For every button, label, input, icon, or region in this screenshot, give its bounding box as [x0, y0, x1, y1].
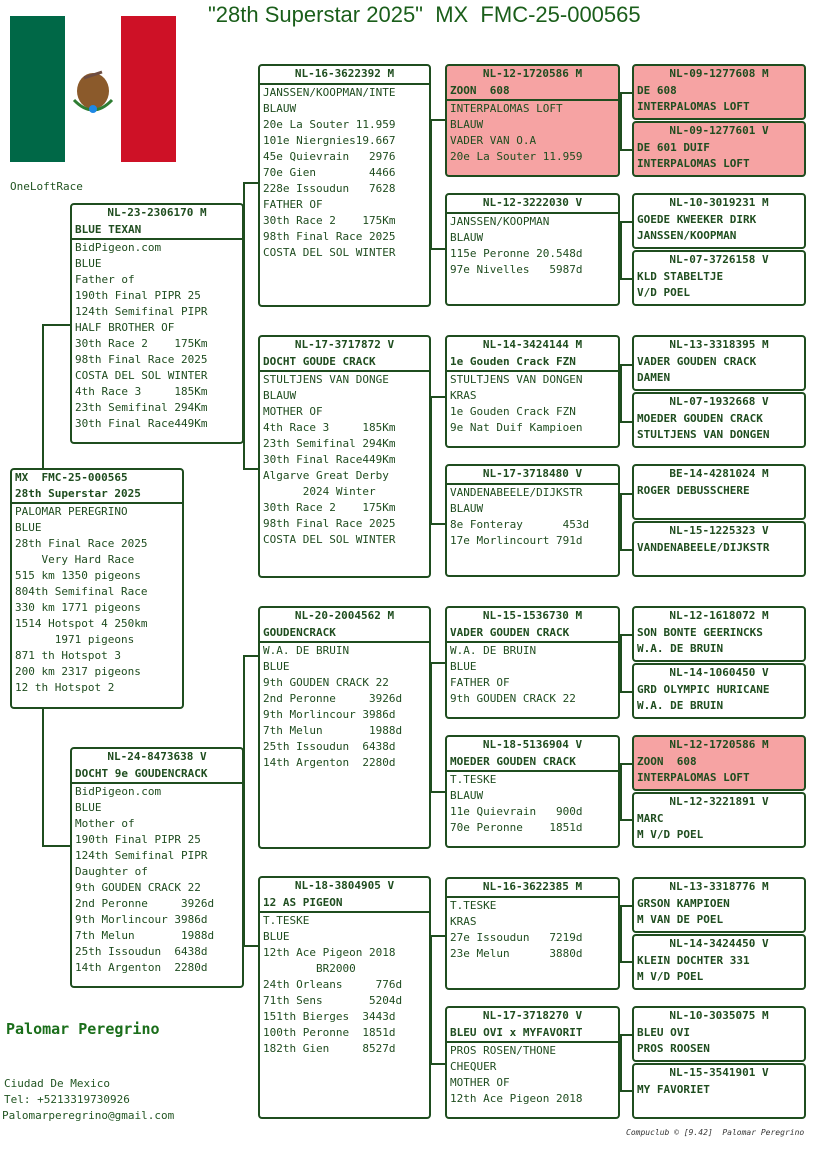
pigeon-info-line: GRSON KAMPIOEN — [637, 897, 730, 910]
pigeon-info-line: 98th Final Race 2025 — [263, 230, 396, 243]
pigeon-info-line: 14th Argenton 2280d — [75, 961, 208, 974]
pigeon-info-line: VADER VAN O.A — [450, 134, 537, 147]
pigeon-info-line: 14th Argenton 2280d — [263, 756, 396, 769]
pigeon-info-line: 23e Melun 3880d — [450, 947, 583, 960]
pigeon-ring: NL-12-1618072 M — [669, 609, 769, 622]
pigeon-info-line: 30th Final Race449Km — [263, 453, 396, 466]
pigeon-info-line: MARC — [637, 812, 664, 825]
pigeon-card-sire[interactable] — [70, 203, 244, 444]
pigeon-info-line: 30th Final Race449Km — [75, 417, 208, 430]
pigeon-info-line: 101e Niergnies19.667 — [263, 134, 396, 147]
pigeon-info-line: 9e Nat Duif Kampioen — [450, 421, 583, 434]
pigeon-info-line: T.TESKE — [263, 914, 310, 927]
pigeon-card-g4-8[interactable] — [632, 521, 806, 577]
pigeon-info-line: BLAUW — [450, 231, 484, 244]
pigeon-name: 28th Superstar 2025 — [12, 486, 182, 504]
pigeon-ring: NL-14-3424144 M — [482, 338, 583, 351]
pigeon-info-line: 28th Final Race 2025 — [15, 537, 148, 550]
pigeon-info-line: 151th Bierges 3443d — [263, 1010, 396, 1023]
pigeon-info-line: 7th Melun 1988d — [263, 724, 403, 737]
pigeon-card-sire-dam[interactable] — [258, 335, 431, 578]
pigeon-info-line: 11e Quievrain 900d — [450, 805, 583, 818]
pigeon-info-line: INTERPALOMAS LOFT — [450, 102, 563, 115]
pigeon-name: BLEU OVI x MYFAVORIT — [447, 1025, 618, 1043]
pigeon-info-line: 30th Race 2 175Km — [75, 337, 208, 350]
pigeon-info-line: BLAUW — [263, 102, 297, 115]
pigeon-card-g4-3[interactable] — [632, 193, 806, 249]
pigeon-info-line: BidPigeon.com — [75, 785, 162, 798]
pigeon-info-line: JANSSEN/KOOPMAN — [637, 229, 737, 242]
pigeon-card-g4-12[interactable] — [632, 792, 806, 848]
pigeon-ring: NL-24-8473638 V — [107, 750, 207, 763]
pigeon-card-g4-2[interactable] — [632, 121, 806, 177]
pigeon-card-g4-5[interactable] — [632, 335, 806, 391]
pigeon-info-line: SON BONTE GEERINCKS — [637, 626, 763, 639]
pigeon-info-line: M VAN DE POEL — [637, 913, 724, 926]
pigeon-info-line: MOEDER GOUDEN CRACK — [637, 412, 763, 425]
pigeon-card-dam-dam[interactable] — [258, 876, 431, 1119]
pigeon-info-line: 200 km 2317 pigeons — [15, 665, 141, 678]
pigeon-info-line: 124th Semifinal PIPR — [75, 305, 208, 318]
pigeon-info-line: CHEQUER — [450, 1060, 497, 1073]
pigeon-card-g4-1[interactable] — [632, 64, 806, 120]
pigeon-card-sss[interactable] — [445, 64, 620, 177]
pigeon-info-line: 25th Issoudun 6438d — [263, 740, 396, 753]
pigeon-info-line: BLUE — [75, 257, 102, 270]
pigeon-card-main[interactable] — [10, 468, 184, 709]
pigeon-info-line: FATHER OF — [450, 676, 510, 689]
pigeon-ring: NL-07-3726158 V — [669, 253, 769, 266]
pigeon-info-line: M V/D POEL — [637, 828, 704, 841]
pigeon-info-line: 4th Race 3 185Km — [75, 385, 208, 398]
pigeon-ring: NL-12-3222030 V — [482, 196, 583, 209]
pigeon-card-g4-4[interactable] — [632, 250, 806, 306]
pigeon-info-line: 25th Issoudun 6438d — [75, 945, 208, 958]
pigeon-info-line: M V/D POEL — [637, 970, 704, 983]
pigeon-info-line: GRD OLYMPIC HURICANE — [637, 683, 770, 696]
pigeon-info-line: 1971 pigeons — [15, 633, 135, 646]
pigeon-ring: NL-17-3718270 V — [482, 1009, 583, 1022]
pigeon-info-line: ROGER DEBUSSCHERE — [637, 484, 750, 497]
pigeon-info-line: 23th Semifinal 294Km — [75, 401, 208, 414]
pigeon-card-g4-15[interactable] — [632, 1006, 806, 1062]
pigeon-info-line: STULTJENS VAN DONGE — [263, 373, 389, 386]
pigeon-info-line: W.A. DE BRUIN — [637, 699, 724, 712]
pigeon-ring: NL-14-3424450 V — [669, 937, 769, 950]
pigeon-card-ddd[interactable] — [445, 1006, 620, 1119]
pigeon-ring: NL-16-3622385 M — [482, 880, 583, 893]
pigeon-ring: NL-18-5136904 V — [482, 738, 583, 751]
pigeon-ring: NL-17-3717872 V — [294, 338, 395, 351]
pigeon-card-ssd[interactable] — [445, 193, 620, 306]
pigeon-info-line: BLUE — [15, 521, 42, 534]
pigeon-card-g4-16[interactable] — [632, 1063, 806, 1119]
pigeon-info-line: BLAUW — [263, 389, 297, 402]
pigeon-info-line: PROS ROSEN/THONE — [450, 1044, 556, 1057]
pigeon-info-line: PROS ROOSEN — [637, 1042, 710, 1055]
pigeon-ring: BE-14-4281024 M — [669, 467, 769, 480]
pigeon-info-line: BLAUW — [450, 118, 484, 131]
pigeon-info-line: W.A. DE BRUIN — [450, 644, 537, 657]
pigeon-info-line: 124th Semifinal PIPR — [75, 849, 208, 862]
pigeon-ring: NL-10-3019231 M — [669, 196, 769, 209]
pigeon-info-line: DAMEN — [637, 371, 671, 384]
pigeon-ring: NL-09-1277608 M — [669, 67, 769, 80]
pigeon-card-g4-14[interactable] — [632, 934, 806, 990]
pigeon-ring: NL-12-1720586 M — [669, 738, 769, 751]
pigeon-card-g4-6[interactable] — [632, 392, 806, 448]
pigeon-name: VADER GOUDEN CRACK — [447, 625, 618, 643]
pigeon-info-line: COSTA DEL SOL WINTER — [263, 246, 396, 259]
pigeon-info-line: 1514 Hotspot 4 250km — [15, 617, 148, 630]
pigeon-info-line: COSTA DEL SOL WINTER — [75, 369, 208, 382]
pigeon-info-line: 45e Quievrain 2976 — [263, 150, 396, 163]
oneloftrace-label: OneLoftRace — [10, 180, 83, 193]
pigeon-info-line: GOEDE KWEEKER DIRK — [637, 213, 757, 226]
pigeon-name: 12 AS PIGEON — [260, 895, 429, 913]
pigeon-info-line: BLAUW — [450, 789, 484, 802]
pigeon-name: GOUDENCRACK — [260, 625, 429, 643]
pigeon-info-line: ZOON 608 — [637, 755, 697, 768]
pigeon-ring: NL-23-2306170 M — [107, 206, 207, 219]
pigeon-name: DOCHT 9e GOUDENCRACK — [72, 766, 242, 784]
pigeon-info-line: V/D POEL — [637, 286, 690, 299]
pigeon-info-line: KLD STABELTJE — [637, 270, 724, 283]
pigeon-info-line: COSTA DEL SOL WINTER — [263, 533, 396, 546]
pigeon-info-line: 1e Gouden Crack FZN — [450, 405, 576, 418]
pigeon-info-line: KRAS — [450, 915, 477, 928]
pigeon-ring: NL-09-1277601 V — [669, 124, 769, 137]
pigeon-info-line: 20e La Souter 11.959 — [450, 150, 583, 163]
pigeon-info-line: VANDENABEELE/DIJKSTR — [637, 541, 770, 554]
pigeon-info-line: KLEIN DOCHTER 331 — [637, 954, 750, 967]
pigeon-info-line: 2024 Winter — [263, 485, 376, 498]
pigeon-info-line: STULTJENS VAN DONGEN — [450, 373, 583, 386]
pigeon-info-line: 8e Fonteray 453d — [450, 518, 590, 531]
pigeon-info-line: 12 th Hotspot 2 — [15, 681, 115, 694]
pigeon-info-line: 190th Final PIPR 25 — [75, 833, 201, 846]
pigeon-ring: NL-10-3035075 M — [669, 1009, 769, 1022]
page-title: "28th Superstar 2025" MX FMC-25-000565 — [208, 2, 641, 27]
pigeon-info-line: T.TESKE — [450, 899, 497, 912]
pigeon-info-line: BLUE — [75, 801, 102, 814]
owner-email[interactable]: Palomarperegrino@gmail.com — [2, 1109, 175, 1122]
pigeon-card-g4-9[interactable] — [632, 606, 806, 662]
pigeon-info-line: 23th Semifinal 294Km — [263, 437, 396, 450]
pigeon-info-line: BLAUW — [450, 502, 484, 515]
pigeon-card-dam-sire[interactable] — [258, 606, 431, 849]
pigeon-ring: NL-13-3318395 M — [669, 338, 769, 351]
owner-phone: Tel: +5213319730926 — [4, 1093, 130, 1106]
pigeon-info-line: BLUE — [450, 660, 477, 673]
pigeon-name: MOEDER GOUDEN CRACK — [447, 754, 618, 772]
owner-city: Ciudad De Mexico — [4, 1077, 110, 1090]
pigeon-ring: NL-12-3221891 V — [669, 795, 769, 808]
pigeon-card-g4-13[interactable] — [632, 877, 806, 933]
pigeon-ring: NL-16-3622392 M — [260, 66, 429, 85]
pigeon-info-line: 515 km 1350 pigeons — [15, 569, 141, 582]
pigeon-card-dam[interactable] — [70, 747, 244, 988]
pigeon-info-line: Father of — [75, 273, 135, 286]
pigeon-info-line: 115e Peronne 20.548d — [450, 247, 583, 260]
pigeon-ring: NL-07-1932668 V — [669, 395, 769, 408]
pigeon-ring: NL-13-3318776 M — [669, 880, 769, 893]
pigeon-ring: NL-20-2004562 M — [294, 609, 395, 622]
pigeon-info-line: 70e Peronne 1851d — [450, 821, 583, 834]
footer-credit: Compuclub © [9.42] Palomar Peregrino — [626, 1128, 805, 1137]
pigeon-info-line: JANSSEN/KOOPMAN — [450, 215, 550, 228]
pigeon-card-sire-sire[interactable] — [258, 64, 431, 307]
pigeon-info-line: VANDENABEELE/DIJKSTR — [450, 486, 583, 499]
pigeon-info-line: DE 608 — [637, 84, 677, 97]
pigeon-info-line: 70e Gien 4466 — [263, 166, 396, 179]
pigeon-info-line: 20e La Souter 11.959 — [263, 118, 396, 131]
pigeon-info-line: W.A. DE BRUIN — [637, 642, 724, 655]
pigeon-info-line: MY FAVORIET — [637, 1083, 710, 1096]
pigeon-info-line: KRAS — [450, 389, 477, 402]
pigeon-info-line: 9th GOUDEN CRACK 22 — [75, 881, 201, 894]
pigeon-card-g4-7[interactable] — [632, 464, 806, 520]
pigeon-info-line: 97e Nivelles 5987d — [450, 263, 583, 276]
pigeon-name: BLUE TEXAN — [72, 222, 242, 240]
pigeon-info-line: Mother of — [75, 817, 135, 830]
pigeon-info-line: BR2000 — [263, 962, 356, 975]
pigeon-info-line: INTERPALOMAS LOFT — [637, 771, 750, 784]
pigeon-info-line: MOTHER OF — [263, 405, 323, 418]
pigeon-ring: MX FMC-25-000565 — [15, 471, 128, 484]
pigeon-card-dds[interactable] — [445, 877, 620, 990]
pigeon-name: ZOON 608 — [447, 83, 618, 101]
pigeon-card-g4-10[interactable] — [632, 663, 806, 719]
pigeon-info-line: 2nd Peronne 3926d — [263, 692, 403, 705]
pigeon-info-line: FATHER OF — [263, 198, 323, 211]
pigeon-ring: NL-18-3804905 V — [294, 879, 395, 892]
pigeon-info-line: HALF BROTHER OF — [75, 321, 175, 334]
pigeon-info-line: 27e Issoudun 7219d — [450, 931, 583, 944]
pigeon-info-line: 24th Orleans 776d — [263, 978, 403, 991]
pigeon-ring: NL-17-3718480 V — [482, 467, 583, 480]
pigeon-info-line: PALOMAR PEREGRINO — [15, 505, 128, 518]
pigeon-info-line: 9th Morlincour 3986d — [263, 708, 396, 721]
pigeon-info-line: 190th Final PIPR 25 — [75, 289, 201, 302]
pigeon-info-line: 228e Issoudun 7628 — [263, 182, 396, 195]
pigeon-ring: NL-15-1225323 V — [669, 524, 769, 537]
pigeon-info-line: STULTJENS VAN DONGEN — [637, 428, 770, 441]
pigeon-info-line: DE 601 DUIF — [637, 141, 710, 154]
pigeon-card-dss[interactable] — [445, 606, 620, 719]
pigeon-info-line: 2nd Peronne 3926d — [75, 897, 215, 910]
pigeon-info-line: 12th Ace Pigeon 2018 — [450, 1092, 583, 1105]
pigeon-info-line: 30th Race 2 175Km — [263, 501, 396, 514]
pigeon-ring: NL-15-1536730 M — [482, 609, 583, 622]
pigeon-info-line: 17e Morlincourt 791d — [450, 534, 583, 547]
pigeon-info-line: 9th GOUDEN CRACK 22 — [450, 692, 576, 705]
pigeon-info-line: Very Hard Race — [15, 553, 135, 566]
owner-name: Palomar Peregrino — [6, 1020, 160, 1038]
pigeon-info-line: INTERPALOMAS LOFT — [637, 157, 750, 170]
pigeon-card-g4-11[interactable] — [632, 735, 806, 791]
pigeon-name: 1e Gouden Crack FZN — [447, 354, 618, 372]
pigeon-card-sdd[interactable] — [445, 464, 620, 577]
pigeon-info-line: 7th Melun 1988d — [75, 929, 215, 942]
pigeon-ring: NL-14-1060450 V — [669, 666, 769, 679]
pigeon-info-line: MOTHER OF — [450, 1076, 510, 1089]
pigeon-card-sds[interactable] — [445, 335, 620, 448]
pigeon-ring: NL-15-3541901 V — [669, 1066, 769, 1079]
pigeon-card-dsd[interactable] — [445, 735, 620, 848]
pigeon-info-line: 30th Race 2 175Km — [263, 214, 396, 227]
pigeon-info-line: JANSSEN/KOOPMAN/INTE — [263, 86, 396, 99]
pigeon-info-line: 4th Race 3 185Km — [263, 421, 396, 434]
pigeon-ring: NL-12-1720586 M — [482, 67, 583, 80]
pigeon-info-line: 871 th Hotspot 3 — [15, 649, 121, 662]
pigeon-info-line: 100th Peronne 1851d — [263, 1026, 396, 1039]
pigeon-info-line: 9th GOUDEN CRACK 22 — [263, 676, 389, 689]
pigeon-info-line: VADER GOUDEN CRACK — [637, 355, 757, 368]
pigeon-info-line: 182th Gien 8527d — [263, 1042, 396, 1055]
pigeon-info-line: 9th Morlincour 3986d — [75, 913, 208, 926]
pigeon-info-line: 98th Final Race 2025 — [75, 353, 208, 366]
pigeon-info-line: BLUE — [263, 660, 290, 673]
pigeon-info-line: 330 km 1771 pigeons — [15, 601, 141, 614]
pigeon-info-line: 71th Sens 5204d — [263, 994, 403, 1007]
pigeon-info-line: 804th Semifinal Race — [15, 585, 148, 598]
pigeon-info-line: 98th Final Race 2025 — [263, 517, 396, 530]
pigeon-info-line: BLUE — [263, 930, 290, 943]
pigeon-name: DOCHT GOUDE CRACK — [260, 354, 429, 372]
pigeon-info-line: 12th Ace Pigeon 2018 — [263, 946, 396, 959]
pigeon-info-line: Daughter of — [75, 865, 148, 878]
pigeon-info-line: W.A. DE BRUIN — [263, 644, 350, 657]
pigeon-info-line: BLEU OVI — [637, 1026, 690, 1039]
mexico-flag-icon — [10, 16, 176, 162]
pigeon-info-line: Algarve Great Derby — [263, 469, 389, 482]
pigeon-info-line: INTERPALOMAS LOFT — [637, 100, 750, 113]
pigeon-info-line: BidPigeon.com — [75, 241, 162, 254]
pigeon-info-line: T.TESKE — [450, 773, 497, 786]
